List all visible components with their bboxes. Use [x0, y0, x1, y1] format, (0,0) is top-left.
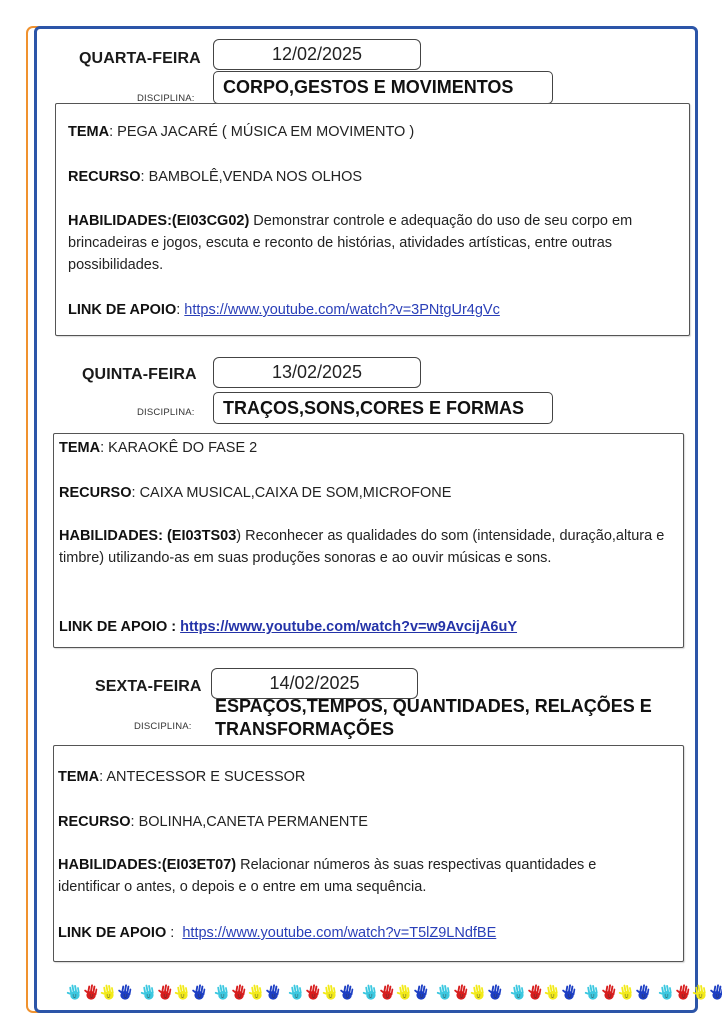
- discipline-field-2: TRAÇOS,SONS,CORES E FORMAS: [213, 392, 553, 424]
- hand-icon: [487, 982, 504, 1002]
- link-line-1: [68, 299, 679, 321]
- weekday-label-1: QUARTA-FEIRA: [79, 50, 201, 67]
- tema-line-1: [68, 121, 679, 143]
- link-line-2: [59, 616, 673, 638]
- habilidades-line-2: [59, 525, 669, 569]
- hand-icon: [413, 982, 430, 1002]
- hand-icon: [214, 982, 231, 1002]
- hand-icon: [66, 982, 83, 1002]
- hand-group: [584, 982, 652, 1002]
- weekday-label-3: SEXTA-FEIRA: [95, 678, 202, 695]
- support-link-1[interactable]: https://www.youtube.com/watch?v=3PNtgUr4gVc: [184, 302, 500, 318]
- hands-border-decoration: [66, 982, 722, 1002]
- hand-icon: [322, 982, 339, 1002]
- date-field-2: 13/02/2025: [213, 357, 421, 388]
- recurso-value: : BOLINHA,CANETA PERMANENTE: [130, 814, 368, 830]
- habilidades-value: Demonstrar controle e adequação do uso de seu corpo em brincadeiras e jogos, escuta e reconto de histórias, atividades artísticas, entre outras possibilidades.: [68, 213, 633, 273]
- lesson-box-2: [53, 433, 684, 648]
- habilidades-line-1: [68, 210, 679, 276]
- hand-icon: [527, 982, 544, 1002]
- link-separator: :: [176, 302, 185, 318]
- habilidades-label: HABILIDADES:(EI03CG02): [68, 213, 250, 229]
- hand-group: [214, 982, 282, 1002]
- lesson-box-1: [55, 103, 690, 336]
- hand-icon: [174, 982, 191, 1002]
- habilidades-value: ) Reconhecer as qualidades do som (intensidade, duração,altura e timbre) utilizando-as em suas produções sonoras e ao ouvir músicas e sons.: [59, 528, 665, 566]
- habilidades-line-3: [58, 854, 623, 898]
- discipline-field-1: CORPO,GESTOS E MOVIMENTOS: [213, 71, 553, 104]
- hand-icon: [510, 982, 527, 1002]
- hand-icon: [635, 982, 652, 1002]
- recurso-value: : CAIXA MUSICAL,CAIXA DE SOM,MICROFONE: [131, 485, 452, 501]
- hand-icon: [339, 982, 356, 1002]
- hand-icon: [436, 982, 453, 1002]
- hand-icon: [544, 982, 561, 1002]
- hand-icon: [288, 982, 305, 1002]
- hand-icon: [396, 982, 413, 1002]
- hand-icon: [692, 982, 709, 1002]
- link-separator: :: [166, 925, 183, 941]
- link-line-3: [58, 922, 673, 944]
- hand-icon: [231, 982, 248, 1002]
- recurso-value: : BAMBOLÊ,VENDA NOS OLHOS: [140, 169, 363, 185]
- tema-value: : PEGA JACARÉ ( MÚSICA EM MOVIMENTO ): [109, 124, 415, 140]
- weekday-label-2: QUINTA-FEIRA: [82, 366, 197, 383]
- habilidades-label: HABILIDADES:(EI03ET07): [58, 857, 237, 873]
- hand-icon: [561, 982, 578, 1002]
- tema-label: TEMA: [59, 440, 101, 456]
- hand-icon: [470, 982, 487, 1002]
- tema-value: : KARAOKÊ DO FASE 2: [100, 440, 258, 456]
- habilidades-label: HABILIDADES: (EI03TS03: [59, 528, 237, 544]
- hand-group: [66, 982, 134, 1002]
- hand-group: [362, 982, 430, 1002]
- hand-icon: [709, 982, 722, 1002]
- tema-label: TEMA: [58, 769, 100, 785]
- tema-line-2: [59, 437, 673, 459]
- hand-icon: [265, 982, 282, 1002]
- hand-icon: [157, 982, 174, 1002]
- link-label: LINK DE APOIO: [68, 302, 177, 318]
- recurso-line-1: [68, 166, 679, 188]
- recurso-label: RECURSO: [68, 169, 141, 185]
- support-link-3[interactable]: https://www.youtube.com/watch?v=T5lZ9LNdfBE: [182, 925, 497, 941]
- recurso-line-2: [59, 482, 673, 504]
- hand-icon: [191, 982, 208, 1002]
- hand-icon: [453, 982, 470, 1002]
- discipline-field-3-line1: ESPAÇOS,TEMPOS, QUANTIDADES, RELAÇÕES E: [215, 696, 652, 716]
- hand-icon: [379, 982, 396, 1002]
- hand-group: [436, 982, 504, 1002]
- lesson-box-3: [53, 745, 684, 962]
- discipline-label-3: DISCIPLINA:: [134, 721, 192, 732]
- hand-icon: [83, 982, 100, 1002]
- discipline-label-2: DISCIPLINA:: [137, 407, 195, 418]
- hand-icon: [675, 982, 692, 1002]
- hand-group: [658, 982, 722, 1002]
- hand-icon: [140, 982, 157, 1002]
- tema-label: TEMA: [68, 124, 110, 140]
- link-label: LINK DE APOIO :: [59, 619, 181, 635]
- hand-icon: [601, 982, 618, 1002]
- hand-icon: [362, 982, 379, 1002]
- date-field-3: 14/02/2025: [211, 668, 418, 699]
- hand-icon: [584, 982, 601, 1002]
- tema-value: : ANTECESSOR E SUCESSOR: [99, 769, 306, 785]
- link-label: LINK DE APOIO: [58, 925, 167, 941]
- hand-group: [140, 982, 208, 1002]
- hand-group: [510, 982, 578, 1002]
- hand-icon: [248, 982, 265, 1002]
- recurso-label: RECURSO: [59, 485, 132, 501]
- support-link-2[interactable]: https://www.youtube.com/watch?v=w9AvcijA6uY: [180, 619, 518, 635]
- hand-icon: [658, 982, 675, 1002]
- recurso-line-3: [58, 811, 673, 833]
- hand-icon: [100, 982, 117, 1002]
- hand-group: [288, 982, 356, 1002]
- tema-line-3: [58, 766, 673, 788]
- date-field-1: 12/02/2025: [213, 39, 421, 70]
- hand-icon: [305, 982, 322, 1002]
- recurso-label: RECURSO: [58, 814, 131, 830]
- discipline-field-3-line2: TRANSFORMAÇÕES: [215, 719, 394, 739]
- hand-icon: [618, 982, 635, 1002]
- habilidades-value: Relacionar números às suas respectivas quantidades e identificar o antes, o depois e o entre em uma sequência.: [58, 857, 597, 895]
- discipline-label-1: DISCIPLINA:: [137, 93, 195, 104]
- hand-icon: [117, 982, 134, 1002]
